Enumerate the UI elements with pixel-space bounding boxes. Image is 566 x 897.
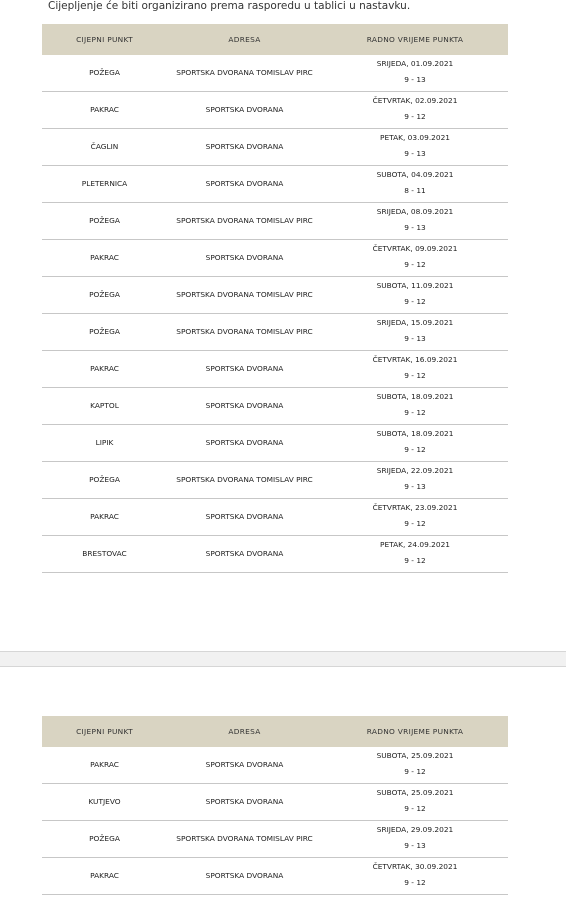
- table-row: [42, 536, 508, 573]
- cell-hours: 9 - 12: [404, 804, 426, 814]
- cell-point: POŽEGA: [42, 277, 167, 314]
- table-row: [42, 784, 508, 821]
- table-header-row: [42, 716, 508, 747]
- cell-address: SPORTSKA DVORANA: [167, 499, 322, 536]
- cell-point: LIPIK: [42, 425, 167, 462]
- cell-hours: 9 - 12: [404, 519, 426, 529]
- cell-day: SRIJEDA, 01.09.2021: [376, 59, 454, 68]
- table-row: [42, 277, 508, 314]
- page-separator: [0, 651, 566, 667]
- cell-point: PAKRAC: [42, 747, 167, 784]
- cell-point: PAKRAC: [42, 499, 167, 536]
- cell-day: SUBOTA, 18.09.2021: [376, 429, 454, 438]
- cell-day: PETAK, 24.09.2021: [380, 540, 450, 549]
- header-address: ADRESA: [167, 24, 322, 55]
- table-row: [42, 858, 508, 895]
- table-row: [42, 388, 508, 425]
- table-row: [42, 314, 508, 351]
- table-row: [42, 240, 508, 277]
- cell-address: SPORTSKA DVORANA: [167, 784, 322, 821]
- cell-day: SRIJEDA, 29.09.2021: [376, 825, 454, 834]
- table-row: [42, 425, 508, 462]
- intro-text: Cijepljenje će biti organizirano prema rasporedu u tablici u nastavku.: [48, 0, 411, 12]
- header-address: ADRESA: [167, 716, 322, 747]
- table-row: [42, 821, 508, 858]
- cell-working-time: [322, 425, 508, 462]
- cell-working-time: [322, 240, 508, 277]
- cell-hours: 9 - 12: [404, 767, 426, 777]
- cell-hours: 8 - 11: [404, 186, 426, 196]
- cell-working-time: [322, 747, 508, 784]
- table-header-row: [42, 24, 508, 55]
- cell-hours: 9 - 12: [404, 112, 426, 122]
- cell-working-time: [322, 129, 508, 166]
- cell-address: SPORTSKA DVORANA: [167, 536, 322, 573]
- cell-working-time: [322, 92, 508, 129]
- cell-hours: 9 - 13: [404, 149, 426, 159]
- header-point: CIJEPNI PUNKT: [42, 24, 167, 55]
- table-row: [42, 92, 508, 129]
- cell-point: KUTJEVO: [42, 784, 167, 821]
- cell-address: SPORTSKA DVORANA TOMISLAV PIRC: [167, 277, 322, 314]
- cell-day: ČETVRTAK, 23.09.2021: [372, 503, 458, 512]
- schedule-table-2: [42, 716, 508, 895]
- cell-working-time: [322, 858, 508, 895]
- table-row: [42, 203, 508, 240]
- cell-working-time: [322, 536, 508, 573]
- cell-hours: 9 - 12: [404, 408, 426, 418]
- cell-hours: 9 - 13: [404, 223, 426, 233]
- cell-working-time: [322, 277, 508, 314]
- header-time: RADNO VRIJEME PUNKTA: [322, 24, 508, 55]
- cell-point: POŽEGA: [42, 203, 167, 240]
- cell-working-time: [322, 784, 508, 821]
- cell-day: SUBOTA, 25.09.2021: [376, 751, 454, 760]
- table-row: [42, 166, 508, 203]
- cell-address: SPORTSKA DVORANA: [167, 425, 322, 462]
- cell-point: PLETERNICA: [42, 166, 167, 203]
- schedule-table-1: [42, 24, 508, 573]
- cell-address: SPORTSKA DVORANA: [167, 351, 322, 388]
- cell-day: SUBOTA, 04.09.2021: [376, 170, 454, 179]
- cell-working-time: [322, 462, 508, 499]
- cell-hours: 9 - 13: [404, 334, 426, 344]
- cell-address: SPORTSKA DVORANA: [167, 388, 322, 425]
- cell-day: SRIJEDA, 22.09.2021: [376, 466, 454, 475]
- cell-hours: 9 - 12: [404, 556, 426, 566]
- cell-day: SUBOTA, 18.09.2021: [376, 392, 454, 401]
- cell-address: SPORTSKA DVORANA: [167, 858, 322, 895]
- cell-day: ČETVRTAK, 30.09.2021: [372, 862, 458, 871]
- cell-working-time: [322, 821, 508, 858]
- cell-hours: 9 - 12: [404, 297, 426, 307]
- cell-day: SUBOTA, 25.09.2021: [376, 788, 454, 797]
- cell-day: SRIJEDA, 15.09.2021: [376, 318, 454, 327]
- cell-address: SPORTSKA DVORANA TOMISLAV PIRC: [167, 203, 322, 240]
- cell-address: SPORTSKA DVORANA TOMISLAV PIRC: [167, 462, 322, 499]
- cell-address: SPORTSKA DVORANA: [167, 166, 322, 203]
- cell-point: POŽEGA: [42, 55, 167, 92]
- cell-address: SPORTSKA DVORANA: [167, 747, 322, 784]
- cell-working-time: [322, 314, 508, 351]
- cell-hours: 9 - 12: [404, 371, 426, 381]
- cell-day: SRIJEDA, 08.09.2021: [376, 207, 454, 216]
- cell-point: PAKRAC: [42, 240, 167, 277]
- table-row: [42, 747, 508, 784]
- table-row: [42, 129, 508, 166]
- header-point: CIJEPNI PUNKT: [42, 716, 167, 747]
- cell-point: POŽEGA: [42, 821, 167, 858]
- cell-hours: 9 - 12: [404, 445, 426, 455]
- cell-working-time: [322, 499, 508, 536]
- cell-address: SPORTSKA DVORANA: [167, 129, 322, 166]
- cell-hours: 9 - 12: [404, 260, 426, 270]
- cell-point: PAKRAC: [42, 858, 167, 895]
- cell-working-time: [322, 351, 508, 388]
- table-row: [42, 351, 508, 388]
- cell-point: PAKRAC: [42, 351, 167, 388]
- cell-working-time: [322, 203, 508, 240]
- cell-day: ČETVRTAK, 16.09.2021: [372, 355, 458, 364]
- cell-address: SPORTSKA DVORANA: [167, 92, 322, 129]
- cell-working-time: [322, 388, 508, 425]
- cell-point: ČAGLIN: [42, 129, 167, 166]
- table-row: [42, 55, 508, 92]
- cell-working-time: [322, 166, 508, 203]
- cell-address: SPORTSKA DVORANA TOMISLAV PIRC: [167, 55, 322, 92]
- cell-address: SPORTSKA DVORANA TOMISLAV PIRC: [167, 821, 322, 858]
- cell-address: SPORTSKA DVORANA: [167, 240, 322, 277]
- cell-hours: 9 - 13: [404, 841, 426, 851]
- cell-day: ČETVRTAK, 09.09.2021: [372, 244, 458, 253]
- table-row: [42, 499, 508, 536]
- cell-address: SPORTSKA DVORANA TOMISLAV PIRC: [167, 314, 322, 351]
- cell-point: BRESTOVAC: [42, 536, 167, 573]
- cell-working-time: [322, 55, 508, 92]
- table-row: [42, 462, 508, 499]
- cell-day: PETAK, 03.09.2021: [380, 133, 450, 142]
- cell-hours: 9 - 13: [404, 75, 426, 85]
- cell-hours: 9 - 13: [404, 482, 426, 492]
- cell-point: POŽEGA: [42, 462, 167, 499]
- header-time: RADNO VRIJEME PUNKTA: [322, 716, 508, 747]
- cell-point: PAKRAC: [42, 92, 167, 129]
- cell-day: ČETVRTAK, 02.09.2021: [372, 96, 458, 105]
- cell-hours: 9 - 12: [404, 878, 426, 888]
- cell-day: SUBOTA, 11.09.2021: [376, 281, 454, 290]
- cell-point: KAPTOL: [42, 388, 167, 425]
- cell-point: POŽEGA: [42, 314, 167, 351]
